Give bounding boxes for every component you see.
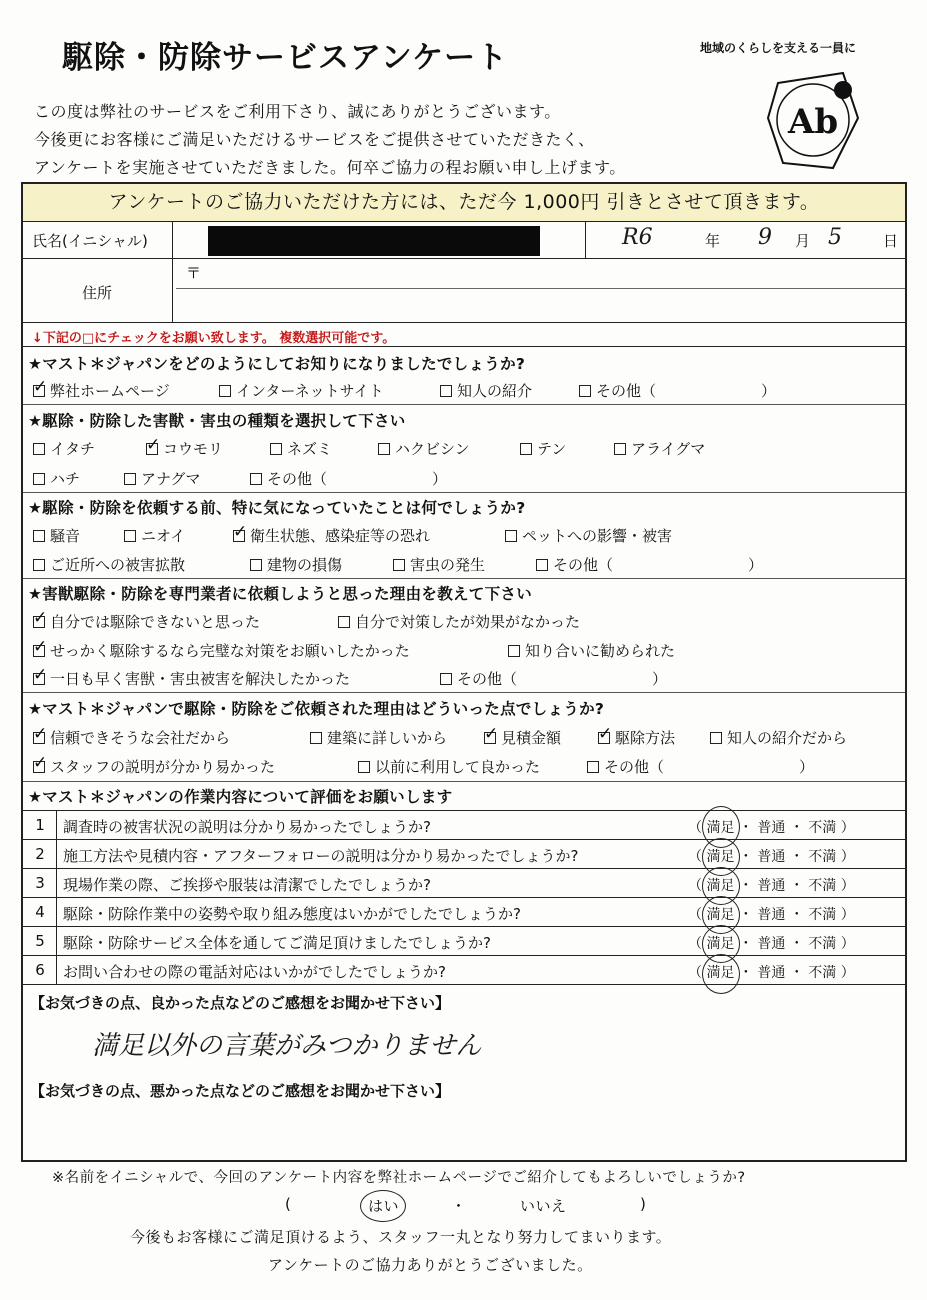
eval-2-scale[interactable]: （ 満足 ・ 普通 ・ 不満 ） (688, 849, 855, 865)
q1-option-homepage[interactable]: ✓弊社ホームページ (33, 380, 170, 401)
eval-6-selected-mark (702, 954, 740, 994)
eval-1-scale[interactable]: （ 満足 ・ 普通 ・ 不満 ） (688, 820, 855, 836)
checkbox-icon (508, 645, 520, 657)
checkbox-checked-icon (33, 385, 45, 397)
logo-mark: Ab (788, 102, 839, 142)
eval-2-question: 施工方法や見積内容・アフターフォローの説明は分かり易かったでしょうか? (63, 847, 579, 865)
q3-option-other[interactable]: その他（ ） (536, 554, 763, 575)
eval-5-scale[interactable]: （ 満足 ・ 普通 ・ 不満 ） (688, 936, 855, 952)
q1-option-acquaintance[interactable]: 知人の紹介 (440, 380, 532, 401)
instruction-note: ↓下記の□にチェックをお願い致します。 複数選択可能です。 (32, 331, 396, 346)
q3-option-hygiene[interactable]: ✓ 衛生状態、感染症等の恐れ (233, 525, 430, 546)
q1-option-internet[interactable]: インターネットサイト (219, 380, 384, 401)
eval-3-scale[interactable]: （ 満足 ・ 普通 ・ 不満 ） (688, 878, 855, 894)
discount-banner: アンケートのご協力いただけた方には、ただ今 1,000円 引きとさせて頂きます。 (23, 184, 905, 222)
eval-3-number: 3 (35, 874, 45, 892)
eval-4-number: 4 (35, 903, 45, 921)
q2-option-badger[interactable]: アナグマ (124, 468, 200, 489)
checkbox-icon (358, 761, 370, 773)
q2-option-other[interactable]: その他（ ） (250, 468, 447, 489)
evaluation-title: ★マスト＊ジャパンの作業内容について評価をお願いします (28, 788, 453, 806)
eval-6-number: 6 (35, 961, 45, 979)
q2-option-raccoon[interactable]: アライグマ (614, 438, 705, 459)
checkbox-icon (250, 559, 262, 571)
checkbox-checked-icon (33, 732, 45, 744)
checkbox-checked-icon (233, 530, 245, 542)
year-label: 年 (705, 232, 721, 250)
checkbox-icon (33, 473, 45, 485)
q3-option-pets[interactable]: ペットへの影響・被害 (505, 525, 672, 546)
eval-5-question: 駆除・防除サービス全体を通してご満足頂けましたでしょうか? (63, 934, 491, 952)
checkbox-checked-icon (598, 732, 610, 744)
date-day[interactable]: 5 (828, 225, 842, 250)
question-1-title: ★マスト＊ジャパンをどのようにしてお知りになりましたでしょうか? (28, 355, 526, 373)
eval-6-question: お問い合わせの際の電話対応はいかがでしたでしょうか? (63, 963, 446, 981)
name-redaction (208, 226, 540, 256)
checkbox-icon (393, 559, 405, 571)
checkbox-icon (124, 530, 136, 542)
q3-option-noise[interactable]: 騒音 (33, 525, 80, 546)
checkbox-icon (579, 385, 591, 397)
eval-4-question: 駆除・防除作業中の姿勢や取り組み態度はいかがでしたでしょうか? (63, 905, 521, 923)
q5-option-used-before[interactable]: 以前に利用して良かった (358, 756, 540, 777)
q2-option-bat[interactable]: ✓ コウモリ (146, 438, 223, 459)
checkbox-icon (614, 443, 626, 455)
publish-yes[interactable]: はい (368, 1197, 400, 1215)
paren-open: ( (285, 1195, 292, 1213)
checkbox-checked-icon (33, 761, 45, 773)
checkbox-checked-icon (33, 645, 45, 657)
question-5-title: ★マスト＊ジャパンで駆除・防除をご依頼された理由はどういった点でしょうか? (28, 700, 605, 718)
eval-6-scale[interactable]: （ 満足 ・ 普通 ・ 不満 ） (688, 965, 855, 981)
question-2-title: ★駆除・防除した害獣・害虫の種類を選択して下さい (28, 412, 406, 430)
checkbox-icon (270, 443, 282, 455)
checkbox-icon (440, 673, 452, 685)
q2-option-rat[interactable]: ネズミ (270, 438, 332, 459)
eval-1-question: 調査時の被害状況の説明は分かり易かったでしょうか? (63, 818, 431, 836)
q5-option-estimate[interactable]: ✓ 見積金額 (484, 727, 561, 748)
checkbox-icon (124, 473, 136, 485)
q5-option-construction[interactable]: 建築に詳しいから (310, 727, 447, 748)
q2-option-marten[interactable]: テン (520, 438, 566, 459)
postal-mark: 〒 (186, 264, 202, 282)
publish-separator: ・ (451, 1197, 467, 1215)
q5-option-trustworthy[interactable]: ✓信頼できそうな会社だから (33, 727, 230, 748)
good-comments-text[interactable]: 満足以外の言葉がみつかりません (92, 1031, 482, 1061)
company-logo (748, 58, 878, 178)
q5-option-method[interactable]: ✓ 駆除方法 (598, 727, 675, 748)
q3-option-insects[interactable]: 害虫の発生 (393, 554, 485, 575)
checkbox-checked-icon (146, 443, 158, 455)
intro-line-2: 今後更にお客様にご満足いただけるサービスをご提供させていただきたく、 (34, 130, 595, 149)
checkbox-icon (310, 732, 322, 744)
checkbox-icon (33, 530, 45, 542)
good-comments-label: 【お気づきの点、良かった点などのご感想をお聞かせ下さい】 (30, 994, 451, 1012)
q4-option-self-failed[interactable]: 自分で対策したが効果がなかった (338, 611, 580, 632)
question-4-title: ★害獣駆除・防除を専門業者に依頼しようと思った理由を教えて下さい (28, 585, 532, 603)
checkbox-icon (378, 443, 390, 455)
month-label: 月 (795, 232, 811, 250)
q4-option-quickly[interactable]: ✓一日も早く害獣・害虫被害を解決したかった (33, 668, 350, 689)
checkbox-icon (505, 530, 517, 542)
q3-option-neighbors[interactable]: ご近所への被害拡散 (33, 554, 185, 575)
q2-option-weasel[interactable]: イタチ (33, 438, 95, 459)
closing-line-1: 今後もお客様にご満足頂けるよう、スタッフ一丸となり努力してまいります。 (130, 1228, 672, 1246)
q3-option-odor[interactable]: ニオイ (124, 525, 185, 546)
checkbox-icon (33, 559, 45, 571)
checkbox-icon (710, 732, 722, 744)
checkbox-icon (520, 443, 532, 455)
checkbox-icon (587, 761, 599, 773)
closing-line-2: アンケートのご協力ありがとうございました。 (268, 1256, 593, 1274)
date-era[interactable]: R6 (622, 225, 653, 250)
eval-3-question: 現場作業の際、ご挨拶や服装は清潔でしたでしょうか? (63, 876, 431, 894)
bad-comments-label: 【お気づきの点、悪かった点などのご感想をお聞かせ下さい】 (30, 1082, 451, 1100)
eval-5-number: 5 (35, 932, 45, 950)
q4-option-recommended[interactable]: 知り合いに勧められた (508, 640, 675, 661)
q5-option-other[interactable]: その他（ ） (587, 756, 814, 777)
address-label: 住所 (82, 284, 113, 302)
eval-1-number: 1 (35, 816, 45, 834)
checkbox-icon (338, 616, 350, 628)
logo-tagline: 地域のくらしを支える一員に (700, 41, 857, 55)
intro-line-3: アンケートを実施させていただきました。何卒ご協力の程お願い申し上げます。 (34, 158, 626, 177)
checkbox-icon (536, 559, 548, 571)
checkbox-icon (219, 385, 231, 397)
q4-option-cannot-self[interactable]: ✓自分では駆除できないと思った (33, 611, 260, 632)
page-title: 駆除・防除サービスアンケート (62, 40, 509, 76)
q5-option-staff[interactable]: ✓スタッフの説明が分かり易かった (33, 756, 275, 777)
checkbox-icon (33, 443, 45, 455)
day-label: 日 (883, 232, 899, 250)
checkbox-icon (440, 385, 452, 397)
eval-4-scale[interactable]: （ 満足 ・ 普通 ・ 不満 ） (688, 907, 855, 923)
q2-option-civet[interactable]: ハクビシン (378, 438, 470, 459)
checkbox-checked-icon (33, 616, 45, 628)
q4-option-perfect[interactable]: ✓せっかく駆除するなら完璧な対策をお願いしたかった (33, 640, 410, 661)
name-label: 氏名(イニシャル) (32, 232, 148, 250)
eval-2-number: 2 (35, 845, 45, 863)
q4-option-other[interactable]: その他（ ） (440, 668, 667, 689)
checkbox-checked-icon (484, 732, 496, 744)
checkbox-checked-icon (33, 673, 45, 685)
publish-no[interactable]: いいえ (520, 1197, 567, 1215)
paren-close: ) (640, 1195, 647, 1213)
q5-option-referral[interactable]: 知人の紹介だから (710, 727, 847, 748)
date-month[interactable]: 9 (758, 225, 772, 250)
question-3-title: ★駆除・防除を依頼する前、特に気になっていたことは何でしょうか? (28, 499, 526, 517)
checkbox-icon (250, 473, 262, 485)
publish-question: ※名前をイニシャルで、今回のアンケート内容を弊社ホームページでご紹介してもよろしいでしょうか? (52, 1170, 746, 1186)
q3-option-building[interactable]: 建物の損傷 (250, 554, 342, 575)
q2-option-bee[interactable]: ハチ (33, 468, 80, 489)
intro-line-1: この度は弊社のサービスをご利用下さり、誠にありがとうございます。 (34, 102, 561, 121)
q1-option-other[interactable]: その他（ ） (579, 380, 776, 401)
publish-yes-selected-mark (360, 1190, 406, 1222)
